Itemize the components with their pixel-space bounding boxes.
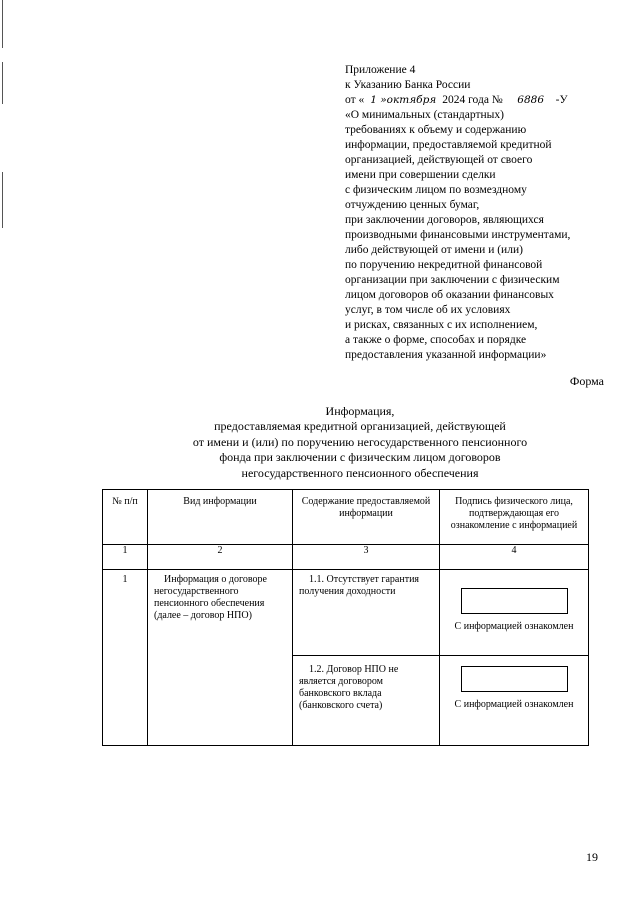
appendix-text-line: услуг, в том числе об их условиях — [345, 304, 511, 316]
row-info-type: Информация о договоре негосударственного пенсионного обеспечения (далее – договор НПО) — [148, 570, 293, 746]
title-line: фонда при заключении с физическим лицом договоров — [219, 450, 501, 465]
signature-box-1[interactable] — [461, 588, 568, 614]
appendix-text-line: при заключении договоров, являющихся — [345, 214, 544, 226]
appendix-text-line: организацией, действующей от своего — [345, 154, 533, 166]
appendix-text-line: производными финансовыми инструментами, — [345, 229, 571, 241]
column-number: 2 — [148, 545, 293, 570]
signature-cell-1 — [440, 570, 589, 656]
header-num: № п/п — [103, 490, 148, 545]
appendix-text-line: имени при совершении сделки — [345, 169, 496, 181]
header-signature: Подпись физического лица, подтверждающая его ознакомление с информацией — [440, 490, 589, 545]
margin-mark-low — [2, 172, 3, 228]
column-number: 1 — [103, 545, 148, 570]
page-number: 19 — [586, 850, 598, 864]
table-numbering-row — [103, 545, 589, 570]
appendix-text-line: по поручению некредитной финансовой — [345, 259, 543, 271]
signature-caption-1: С информацией ознакомлен — [454, 621, 574, 632]
title-line: негосударственного пенсионного обеспечения — [241, 465, 479, 480]
table-header-row — [103, 490, 589, 545]
appendix-text-line: и рисках, связанных с их исполнением, — [345, 319, 538, 331]
handwritten-date: 1 »октября — [370, 94, 437, 106]
appendix-text-line: а также о форме, способах и порядке — [345, 334, 527, 346]
appendix-text-line: предоставления указанной информации» — [345, 349, 547, 361]
appendix-line1: Приложение 4 — [345, 64, 416, 76]
date-prefix: от « — [345, 94, 365, 106]
appendix-block — [345, 63, 615, 363]
table-row — [103, 570, 589, 656]
appendix-date-line — [345, 93, 615, 108]
form-label: Форма — [569, 374, 604, 388]
appendix-line2: к Указанию Банка России — [345, 79, 471, 91]
signature-cell-2 — [440, 656, 589, 746]
row-item-2: 1.2. Договор НПО не является договором банковского вклада (банковского счета) — [293, 656, 440, 746]
title-line: предоставляемая кредитной организацией, действующей — [214, 419, 506, 434]
appendix-text-line: информации, предоставляемой кредитной — [345, 139, 552, 151]
appendix-text-line: «О минимальных (стандартных) — [345, 109, 504, 121]
appendix-text-line: либо действующей от имени и (или) — [345, 244, 523, 256]
appendix-text-line: требованиях к объему и содержанию — [345, 124, 527, 136]
document-title — [120, 404, 600, 481]
handwritten-number: 6886 — [517, 94, 545, 106]
column-number: 3 — [293, 545, 440, 570]
appendix-text-line: с физическим лицом по возмездному — [345, 184, 527, 196]
appendix-text-line: организации при заключении с физическим — [345, 274, 560, 286]
header-type: Вид информации — [148, 490, 293, 545]
number-suffix: -У — [555, 94, 568, 106]
date-year: 2024 года № — [442, 94, 503, 106]
appendix-text-line: отчуждению ценных бумаг, — [345, 199, 480, 211]
row-item-1: 1.1. Отсутствует гарантия получения доходности — [293, 570, 440, 656]
margin-mark-mid — [2, 62, 3, 104]
title-line: Информация, — [325, 404, 395, 418]
column-number: 4 — [440, 545, 589, 570]
row-number: 1 — [103, 570, 148, 746]
appendix-text-line: лицом договоров об оказании финансовых — [345, 289, 554, 301]
title-line: от имени и (или) по поручению негосударственного пенсионного — [192, 434, 528, 449]
header-content: Содержание предоставляемой информации — [293, 490, 440, 545]
margin-mark-top — [2, 0, 3, 48]
signature-caption-2: С информацией ознакомлен — [454, 699, 574, 710]
signature-box-2[interactable] — [461, 666, 568, 692]
information-table — [102, 489, 589, 746]
